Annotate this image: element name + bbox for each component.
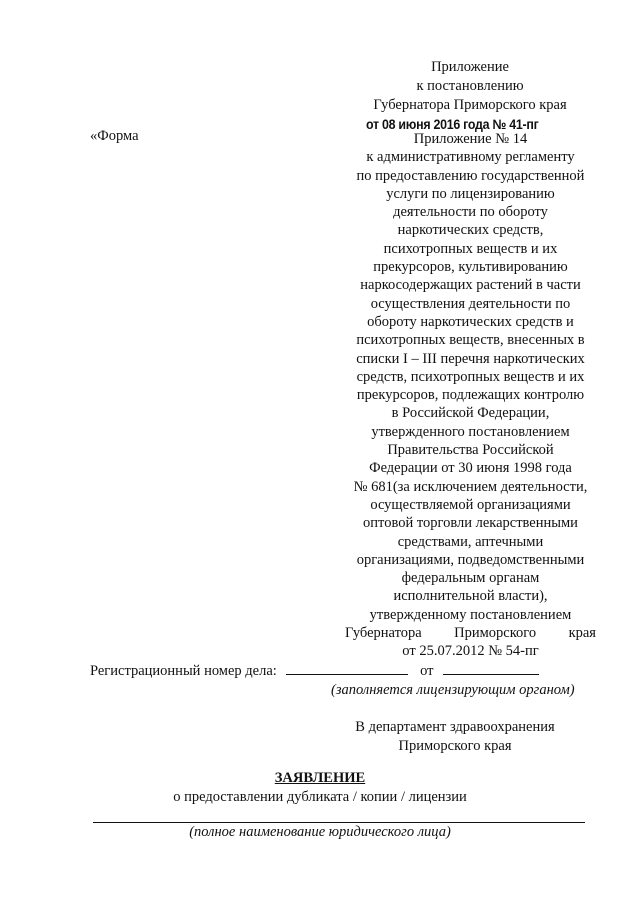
annex-header (340, 58, 600, 115)
annex-header-line: Губернатора Приморского края (373, 97, 567, 113)
annex-main-line: в Российской Федерации, (391, 405, 550, 422)
annex-main (333, 130, 608, 661)
annex-main-line: средствами, аптечными (397, 533, 544, 550)
annex-main-word: Губернатора (345, 625, 422, 642)
full-name-field[interactable] (93, 822, 585, 823)
annex-main-line: Федерации от 30 июня 1998 года (369, 460, 572, 477)
registration-from-label: от (420, 663, 434, 679)
annex-main-line: списки I – III перечня наркотических (356, 350, 585, 367)
department-line: В департамент здравоохранения (355, 719, 555, 735)
annex-main-line: Приложение № 14 (413, 131, 528, 147)
statement-subtitle: о предоставлении дубликата / копии / лицензии (173, 789, 467, 805)
annex-main-line: психотропных веществ и их (383, 240, 558, 257)
department-block (330, 718, 580, 756)
registration-label: Регистрационный номер дела: (90, 663, 277, 679)
annex-main-line: наркотических средств, (397, 222, 544, 239)
annex-main-line: деятельности по обороту (393, 204, 548, 221)
full-name-hint: (полное наименование юридического лица) (189, 824, 451, 840)
annex-main-line: утвержденного постановлением (371, 423, 570, 440)
decree-stamp: от 08 июня 2016 года № 41-пг (366, 117, 539, 132)
registration-date-field[interactable] (443, 660, 539, 675)
annex-header-line: Приложение (431, 59, 509, 75)
annex-main-line: федеральным органам (401, 570, 540, 587)
annex-main-line: прекурсоров, подлежащих контролю (356, 387, 585, 404)
annex-header-line: к постановлению (416, 78, 524, 94)
annex-main-line: средств, психотропных веществ и их (356, 368, 585, 385)
annex-main-line: обороту наркотических средств и (367, 313, 574, 330)
annex-main-word: края (568, 625, 596, 642)
registration-number-field[interactable] (286, 660, 408, 675)
statement-title: ЗАЯВЛЕНИЕ (274, 770, 366, 786)
annex-main-justified-line (333, 624, 608, 642)
annex-main-line: исполнительной власти), (393, 588, 548, 605)
form-label: «Форма (90, 128, 139, 144)
annex-main-line: наркосодержащих растений в части (360, 277, 581, 294)
annex-main-line: № 681(за исключением деятельности, (353, 478, 588, 495)
annex-main-line: оптовой торговли лекарственными (363, 515, 578, 532)
annex-main-line: утвержденному постановлением (369, 606, 572, 623)
annex-main-word: Приморского (454, 625, 537, 642)
department-line: Приморского края (398, 738, 512, 754)
annex-main-line: по предоставлению государственной (356, 167, 585, 184)
annex-main-line: от 25.07.2012 № 54-пг (402, 643, 539, 660)
annex-main-line: психотропных веществ, внесенных в (356, 332, 585, 349)
annex-main-line: организациями, подведомственными (356, 551, 585, 568)
annex-main-line: к административному регламенту (366, 149, 575, 166)
annex-main-line: осуществления деятельности по (370, 295, 571, 312)
annex-main-line: прекурсоров, культивированию (373, 259, 568, 276)
annex-main-line: Правительства Российской (387, 442, 554, 459)
annex-main-line: услуги по лицензированию (386, 185, 555, 202)
registration-hint: (заполняется лицензирующим органом) (331, 682, 575, 698)
annex-main-line: осуществляемой организациями (370, 496, 571, 513)
registration-row (90, 660, 539, 680)
